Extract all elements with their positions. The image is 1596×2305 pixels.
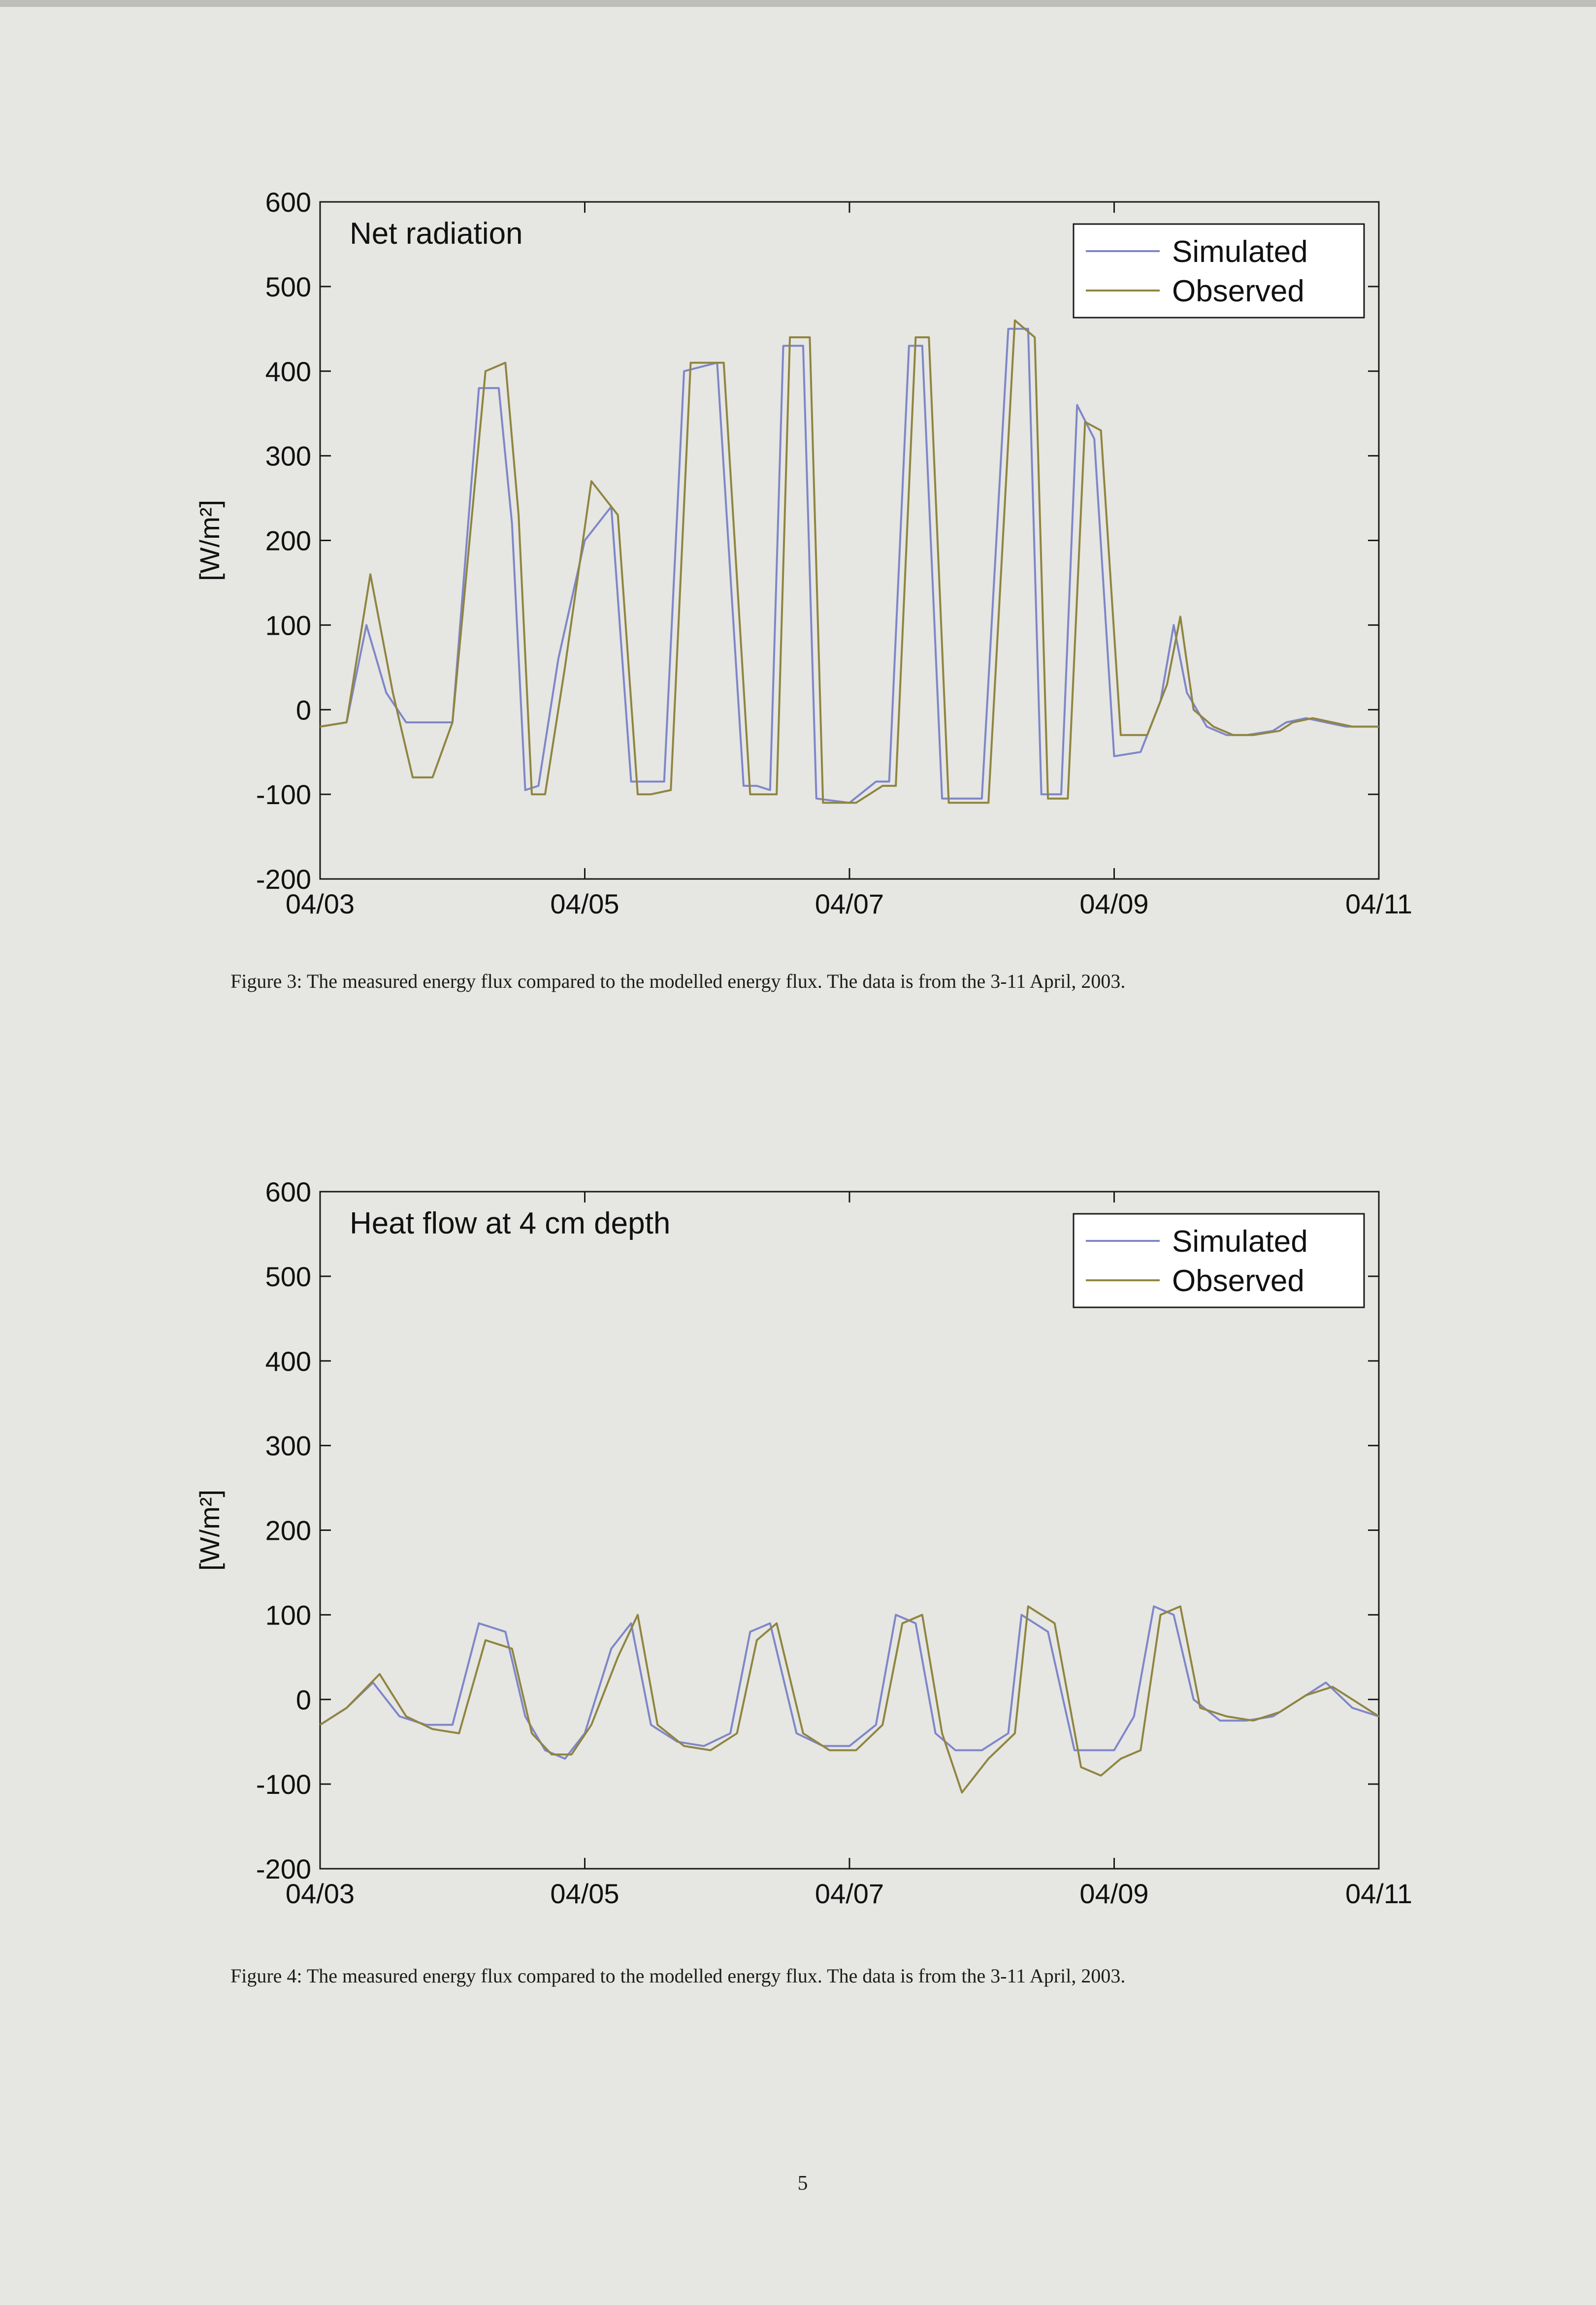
- figure-heat-flow: [177, 1167, 1438, 1938]
- y-tick-label: 300: [265, 440, 311, 472]
- y-tick-label: 400: [265, 1345, 311, 1377]
- series-line-observed: [320, 1606, 1379, 1792]
- x-tick-label: 04/09: [1079, 888, 1149, 919]
- x-tick-label: 04/11: [1345, 888, 1412, 919]
- y-tick-label: -200: [256, 864, 311, 895]
- y-tick-label: 200: [265, 1515, 311, 1546]
- y-axis-label: [W/m²]: [194, 1490, 225, 1571]
- page-number: 5: [797, 2172, 808, 2195]
- series-line-simulated: [320, 1606, 1379, 1758]
- heat-flow-chart: [177, 1167, 1438, 1935]
- x-tick-label: 04/05: [550, 1878, 619, 1909]
- y-tick-label: -100: [256, 1769, 311, 1800]
- y-tick-label: 600: [265, 187, 311, 218]
- legend-label: Observed: [1172, 1264, 1304, 1298]
- y-tick-label: 400: [265, 356, 311, 387]
- y-tick-label: 100: [265, 1599, 311, 1631]
- y-tick-label: -200: [256, 1853, 311, 1884]
- x-tick-label: 04/11: [1345, 1878, 1412, 1909]
- y-tick-label: 500: [265, 1261, 311, 1292]
- figure-net-radiation: [177, 177, 1438, 948]
- legend-label: Simulated: [1172, 1225, 1308, 1259]
- series-line-simulated: [320, 329, 1379, 803]
- x-tick-label: 04/03: [285, 888, 355, 919]
- x-tick-label: 04/09: [1079, 1878, 1149, 1909]
- y-tick-label: 300: [265, 1430, 311, 1461]
- x-tick-label: 04/07: [814, 888, 884, 919]
- figure-3-caption: Figure 3: The measured energy flux compared to the modelled energy flux. The data is from the 3-11 April, 2003.: [230, 970, 1126, 992]
- x-tick-label: 04/03: [285, 1878, 355, 1909]
- y-tick-label: 0: [295, 1684, 311, 1716]
- y-tick-label: 0: [295, 694, 311, 726]
- y-tick-label: 600: [265, 1176, 311, 1207]
- chart-title: Heat flow at 4 cm depth: [350, 1206, 671, 1240]
- net-radiation-chart: [177, 177, 1438, 945]
- y-tick-label: 100: [265, 610, 311, 641]
- legend-label: Simulated: [1172, 235, 1308, 269]
- chart-title: Net radiation: [350, 217, 523, 251]
- x-tick-label: 04/05: [550, 888, 619, 919]
- y-axis-label: [W/m²]: [194, 500, 225, 581]
- y-tick-label: 200: [265, 525, 311, 556]
- page-top-edge: [0, 0, 1596, 7]
- y-tick-label: -100: [256, 779, 311, 811]
- legend-label: Observed: [1172, 274, 1304, 308]
- y-tick-label: 500: [265, 271, 311, 302]
- figure-4-caption: Figure 4: The measured energy flux compared to the modelled energy flux. The data is from the 3-11 April, 2003.: [230, 1965, 1126, 1987]
- x-tick-label: 04/07: [814, 1878, 884, 1909]
